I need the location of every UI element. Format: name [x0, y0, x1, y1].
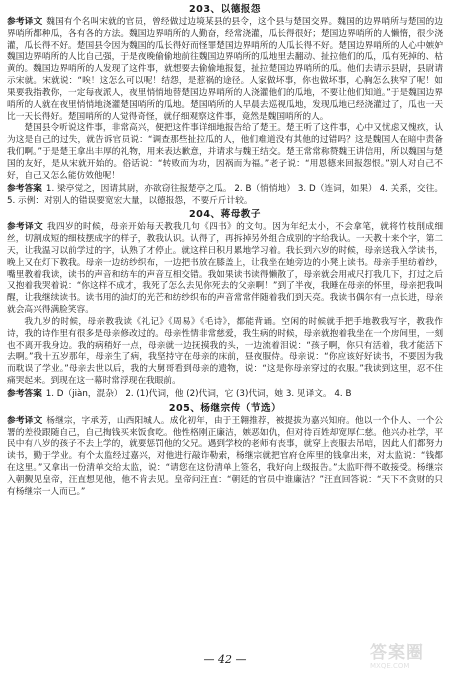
answer-text: 1. 梁亭觉之，因请其尉，亦欲窃往报楚亭之瓜。 2. B（悄悄地） 3. D（连词，如果） 4. 关系，交往。 5. 示例：对别人的错误要宽宏大量，以德报怨，不要斤斤计较。 — [7, 183, 444, 206]
translation-paragraph — [7, 123, 443, 182]
answer-paragraph — [7, 389, 443, 401]
answer-label: 参考答案 — [7, 183, 42, 194]
translation-paragraph — [7, 17, 443, 124]
answer-paragraph — [7, 184, 443, 208]
watermark-url: MXQE.COM — [370, 662, 410, 670]
translation-paragraph — [7, 317, 443, 388]
page-number: — 42 — — [203, 653, 247, 666]
watermark-logo — [370, 644, 444, 670]
translation-text: 魏国有个名叫宋就的官员，曾经做过边境某县的县令，这个县与楚国交界。魏国的边界哨所与楚国的边界哨所都种瓜，各有各的方法。魏国边界哨所的人勤奋，经常浇灌，瓜长得很好；楚国边界哨所的人懒惰，很少浇灌，瓜长得不好。楚国县令因为魏国的瓜长得好而怪罪楚国边界哨所的人瓜长得不好。楚国边界哨所的人心中嫉妒魏国边界哨所的人比自己强，于是夜晚偷偷地前往魏国边界哨所的瓜地里去翻动、扯拉他们的瓜，瓜有死掉的、枯黄的。魏国边界哨所的人发现了这件事，就想要去偷偷地报复，扯拉楚国边界哨所的瓜。他们去请示县尉，县尉请示宋就。宋就说：“唉！这怎么可以呢！结怨，是惹祸的途径。人家做坏事，你也做坏事，心胸怎么狭窄了呢！如果要我指教你，一定每夜派人，夜里悄悄地替楚国边界哨所的人浇灌他们的瓜地，不要让他们知道。”于是魏国边界哨所的人就在夜里悄悄地浇灌楚国哨所的瓜地。楚国哨所的人早晨去巡视瓜地，发现瓜地已经浇灌过了，瓜也一天比一天长得好。楚国哨所的人觉得奇怪，就仔细观察这件事，竟然是魏国哨所的人。 — [7, 16, 444, 122]
translation-label: 参考译文 — [7, 222, 44, 233]
translation-text: 我九岁的时候，母亲教我读《礼记》《周易》《毛诗》，都能背诵。空闲的时候就手把手地教我写字，教我作诗，我的诗作里有很多是母亲修改过的。母亲性情非常慈爱，我生病的时候，母亲就抱着我坐在一个房间里，一刻也不离开我身边。我的病稍好一点，母亲就一边抚摸我的头，一边流着泪说：“孩子啊，你只有活着，我才能活下去啊。”我十五岁那年，母亲生了病，我坚持守在母亲的床前，昼夜服侍。母亲说：“你应该好好读书，不要因为我而耽误了学业。”母亲去世以后，我的大舅哥看到母亲的遗物，说：“这是你母亲穿过的衣服。”我读到这里，忍不住痛哭起来。到现在这一幕时常浮现在我眼前。 — [7, 316, 443, 387]
translation-label: 参考译文 — [7, 415, 43, 426]
section-title: 205、杨继宗传（节选） — [168, 402, 282, 414]
translation-text: 杨继宗，字承芳，山西阳城人。成化初年，由于王翱推荐，被提拔为嘉兴知府。他以一个仆人、一个公署的差役跟随自己，自己掏钱买来饭食吃。他性格刚正廉洁，嫉恶如仇，但对待百姓却宽厚仁慈。他兴办社学，平民中有八岁的孩子不去上学的，就要惩罚他的父兄。遇到学校的老师有丧事，就穿上丧服去吊唁，因此人们都努力读书，勤于学业。有个太监经过嘉兴，对他进行敲诈勒索，杨继宗就把官府仓库里的钱拿出来，对太监说：“钱都在这里。”又拿出一份清单交给太监，说：“请您在这份清单上签名，我好向上级报告。”太监吓得不敢接受。杨继宗入朝觐见皇帝，汪直想见他，他不肯去见。皇帝问汪直：“朝廷的官员中谁廉洁？”汪直回答说：“天下不贪财的只有杨继宗一人而已。” — [7, 415, 444, 497]
answer-text: 1. D（jiàn，混杂） 2. (1)代词，他 (2)代词，它 (3)代词，她 3. 见译文。 4. B — [45, 389, 352, 399]
page-number-value: 42 — [218, 653, 232, 666]
translation-paragraph — [7, 416, 443, 499]
section-title: 204、蒋母教子 — [189, 209, 261, 221]
section-204 — [7, 209, 443, 401]
section-title: 203、以德报怨 — [189, 4, 261, 15]
watermark-text: 答案圈 — [370, 643, 424, 663]
translation-text: 我四岁的时候，母亲开始每天教我几句《四书》的文句。因为年纪太小，不会拿笔，就将竹枝削成细丝，切割成短的细枝摆成字的样子，教我认识。认得了，再拆掉另外组合成别的字给我认。一天教十来个字，第二天，让我温习以前学过的字，认熟了才停止。就这样日积月累地学习着。我长到六岁的时候，母亲送我入学读书，晚上又在灯下教我。母亲一边纺纱织布，一边把书放在膝盖上，让我坐在她旁边的小凳上读书。母亲手里纺着纱，嘴里教着我读，读书的声音和纺车的声音互相交错。我如果读书读得懒散了，母亲就会用戒尺打我几下，打过之后又抱着我哭着说：“你这样不成才，我死了怎么去见你死去的父亲啊！”到了半夜，我睡在母亲的怀里，母亲把我叫醒，让我继续读书。读书用的油灯的光芒和纺纱织布的声音常常伴随着我们到天亮。我读书偶尔有一点长进，母亲就会高兴得满脸笑容。 — [7, 222, 444, 316]
translation-label: 参考译文 — [7, 16, 43, 27]
document-page — [7, 4, 443, 499]
translation-text: 楚国县令听说这件事，非常高兴，便把这件事详细地报告给了楚王。楚王听了这件事，心中又忧虑又愧疚，认为这是自己的过失，就告诉官员说：“调查那些扯拉瓜的人，他们难道没有其他的过错吗？这是魏国人在暗中责备我们啊。”于是楚王拿出丰厚的礼物，用来表达歉意，并请求与魏王结交。楚王常常称赞魏王讲信用，所以魏国与楚国的友好，是从宋就开始的。俗话说：“转败而为功，因祸而为福。”老子说：“用恩德来回报怨恨。”别人对自己不好，自己又怎么能仿效他呢！ — [7, 123, 443, 181]
section-205 — [7, 403, 443, 499]
answer-label: 参考答案 — [7, 389, 42, 399]
translation-paragraph — [7, 222, 443, 317]
section-203 — [7, 4, 443, 207]
